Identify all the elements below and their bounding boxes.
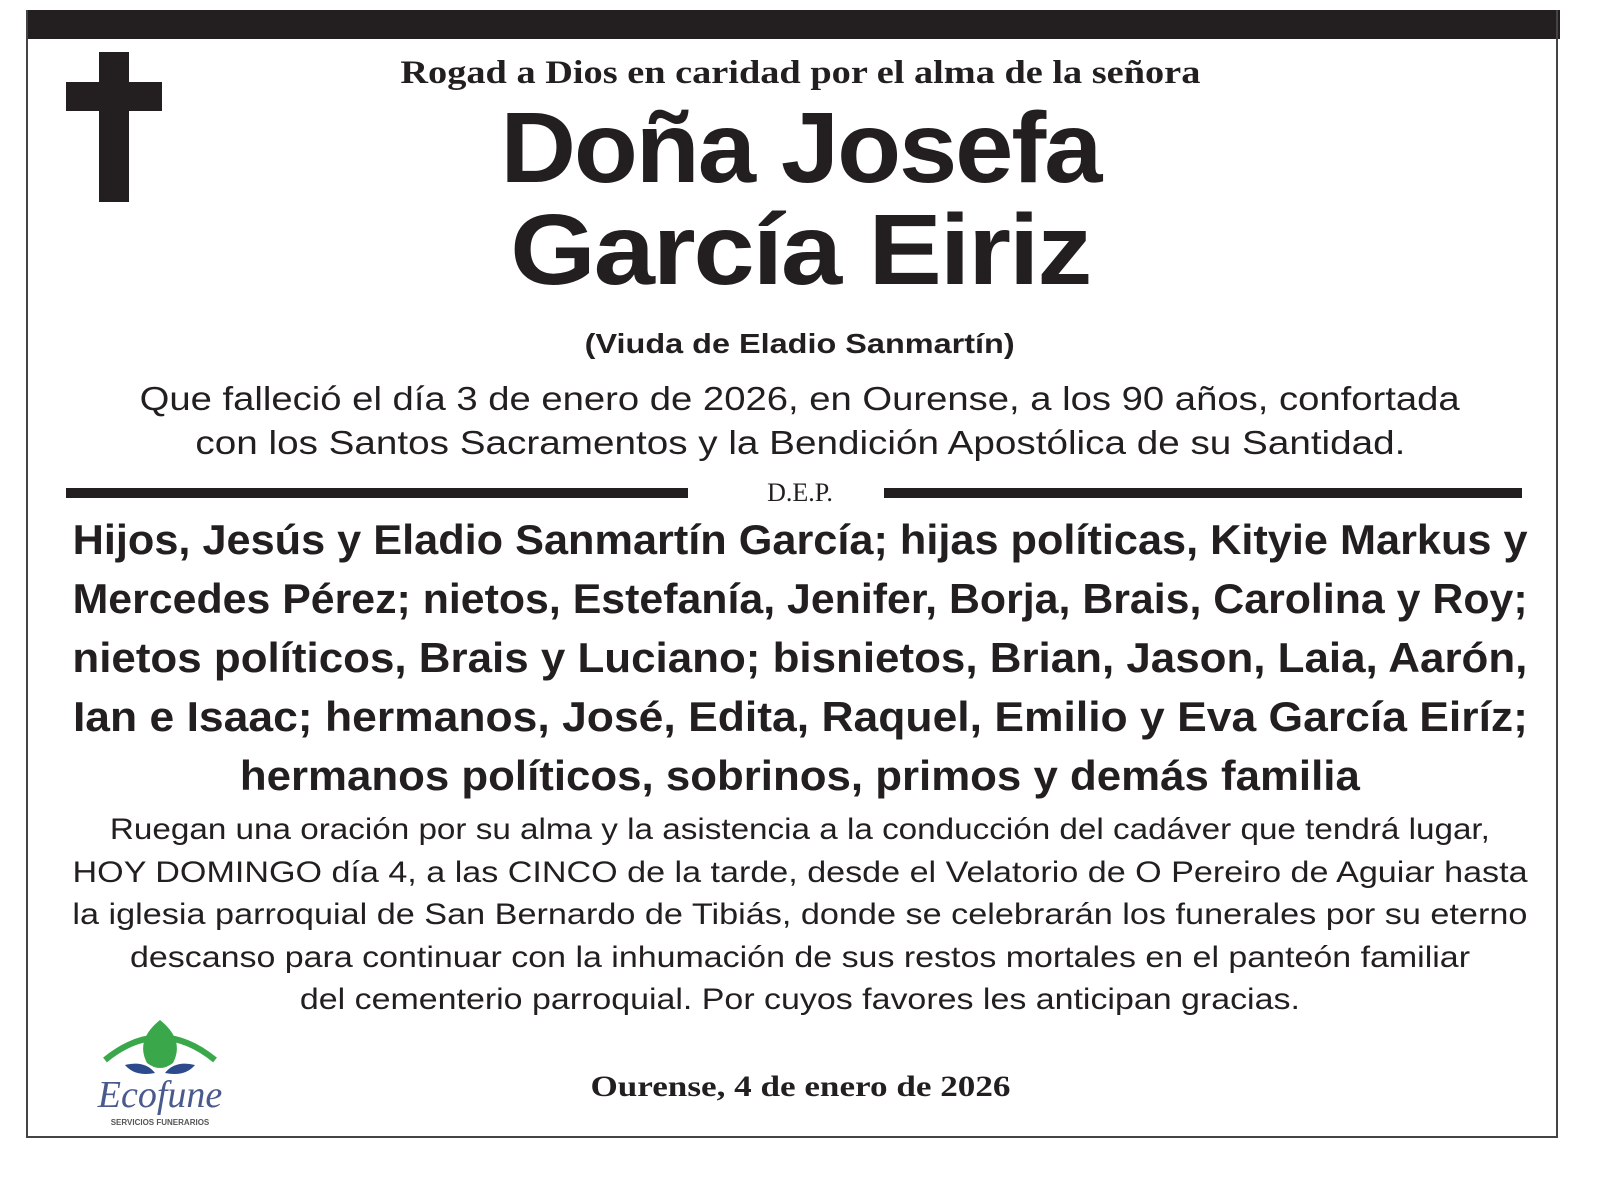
- request-line: del cementerio parroquial. Por cuyos favores les anticipan gracias.: [299, 983, 1300, 1016]
- svg-text:SERVICIOS FUNERARIOS: SERVICIOS FUNERARIOS: [110, 1118, 210, 1127]
- deceased-name-line2: García Eiriz: [509, 194, 1090, 306]
- family-line: Hijos, Jesús y Eladio Sanmartín García; hijas políticas, Kityie Markus y: [72, 516, 1528, 563]
- family-line: hermanos políticos, sobrinos, primos y demás familia: [240, 752, 1360, 799]
- svg-text:Ecofune: Ecofune: [97, 1074, 223, 1116]
- announcement-line: Que falleció el día 3 de enero de 2026, en Ourense, a los 90 años, confortada: [139, 380, 1460, 417]
- family-line: Mercedes Pérez; nietos, Estefanía, Jenifer, Borja, Brais, Carolina y Roy;: [72, 575, 1528, 622]
- deceased-name-line1: Doña Josefa: [499, 92, 1100, 204]
- request-line: HOY DOMINGO día 4, a las CINCO de la tarde, desde el Velatorio de O Pereiro de Aguiar hasta: [72, 856, 1528, 889]
- request-line: Ruegan una oración por su alma y la asistencia a la conducción del cadáver que tendrá lugar,: [109, 813, 1490, 846]
- invocation: Rogad a Dios en caridad por el alma de la señora: [399, 55, 1200, 91]
- request-line: descanso para continuar con la inhumación de sus restos mortales en el panteón familiar: [129, 941, 1470, 974]
- place-date: Ourense, 4 de enero de 2026: [590, 1070, 1010, 1103]
- family-line: Ian e Isaac; hermanos, José, Edita, Raquel, Emilio y Eva García Eiríz;: [72, 693, 1528, 740]
- widow-note: (Viuda de Eladio Sanmartín): [584, 328, 1015, 359]
- ecofune-logo: [55, 1015, 265, 1135]
- family-line: nietos políticos, Brais y Luciano; bisnietos, Brian, Jason, Laia, Aarón,: [72, 634, 1528, 681]
- announcement-line: con los Santos Sacramentos y la Bendición Apostólica de su Santidad.: [194, 424, 1405, 461]
- request-line: la iglesia parroquial de San Bernardo de Tibiás, donde se celebrarán los funerales por su eterno: [72, 898, 1528, 931]
- dep-label: D.E.P.: [767, 478, 833, 507]
